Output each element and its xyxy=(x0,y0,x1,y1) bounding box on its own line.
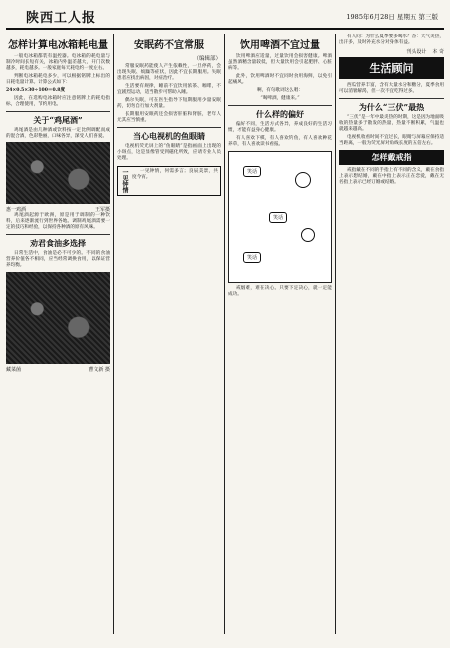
article-text: 戒指戴在不同的手指上有不同的含义，戴在食指上表示想结婚，戴在中指上表示正在恋爱，戴在无名指上表示已经订婚或结婚。 xyxy=(339,168,444,185)
headline-cocktail: 关于“鸡尾酒” xyxy=(33,115,83,125)
article-text: 鸡尾酒起源于欧洲，原是用于调制的一种饮料，后来逐渐流行到世界各地。调制鸡尾酒需要一定的技巧和经验，以保持各种酒的原有风味。 xyxy=(6,213,110,230)
column-rule xyxy=(335,34,336,634)
photo-caption-credit: 曹文新 摄 xyxy=(88,367,110,373)
column-rule xyxy=(224,34,225,634)
headline-beer: 饮用啤酒不宜过量 xyxy=(240,40,320,51)
design-credit-author: 本 奇 xyxy=(432,49,444,55)
article-text: 电视机收看时间不宜过长，眼睛与屏幕应保持适当距离，一般为荧光屏对角线长度的五倍左右。 xyxy=(339,135,444,146)
article-text: 生活要有规律，睡前不宜饮用浓茶、咖啡，不宜剧烈运动，适当散步可帮助入睡。 xyxy=(117,84,221,95)
article-text: 鸡尾酒是由几种酒或饮料按一定比例调配而成的混合酒，色彩艳丽，口味各异，深受人们喜爱。 xyxy=(6,128,110,139)
divider xyxy=(117,127,221,128)
article-text: 饮用啤酒应适量，过量饮用会损害健康。啤酒虽然酒精含量较低，但大量饮用会引起肥胖、心脏病等。 xyxy=(228,54,332,71)
photo-caption xyxy=(6,206,110,213)
column-2 xyxy=(117,34,221,634)
photo-caption-credit: 王军摄 xyxy=(94,207,110,213)
article-text: 此外，饮用啤酒时不宜同时食用海鲜，以免引起痛风。 xyxy=(228,74,332,85)
cartoon-figure xyxy=(295,172,311,188)
photo-caption-title: 藏菜菌 xyxy=(6,367,22,373)
design-credit-label: 刊头设计 xyxy=(406,49,427,55)
column-1 xyxy=(6,34,110,634)
headline-sleeping-pills: 安眠药不宜常服 xyxy=(134,40,204,51)
headline-fridge: 怎样计算电冰箱耗电量 xyxy=(8,40,108,51)
article-text: 西瓜营养丰富，含有大量水分和糖分，夏季食用可以消暑解渴，但一次不宜吃得过多。 xyxy=(339,83,444,94)
paper-name: 陕西工人报 xyxy=(26,11,97,26)
photo-caption-title: 惠一鸡酒 xyxy=(6,207,27,213)
article-text: 日常生活中，食油是必不可少的。不同的食油营养价值各不相同，应当经常调换食用，以保证营养均衡。 xyxy=(6,251,110,268)
divider xyxy=(6,111,110,112)
life-advisor-banner: 生活顾问 xyxy=(339,57,444,79)
headline-preference: 什么样的偏好 xyxy=(256,109,304,119)
article-text: 偏好不同，生活方式各异，养成良好的生活习惯，才能有益身心健康。 xyxy=(228,122,332,133)
verse-line: “喝啤酒，健康来。” xyxy=(260,96,300,101)
divider xyxy=(339,98,444,99)
article-text: 电视机荧光屏上的“鱼眼睛”是指画面上出现的小斑点，这是显像管受到磁化所致，应请专业人员处理。 xyxy=(117,144,221,161)
photo-caption xyxy=(6,366,110,373)
cartoon-illustration xyxy=(228,151,332,283)
masthead xyxy=(6,6,444,30)
column-3 xyxy=(228,34,332,634)
article-text: 因此，在选购电冰箱时应注意铭牌上的耗电指标，合理使用，节约用电。 xyxy=(6,96,110,107)
article-text: 戒烟难，难在决心。只要下定决心，就一定能成功。 xyxy=(228,286,332,297)
issue-line: 1985年6月28日 星期五 第三版 xyxy=(346,13,438,21)
cartoon-sign: 笑话 xyxy=(269,212,287,223)
mushroom-photo xyxy=(6,272,110,364)
cartoon-sign: 笑话 xyxy=(243,166,261,177)
article-text: 有人问：为什么夏季要多喝水？答：天气炎热，出汗多，及时补充水分对身体有益。 xyxy=(339,34,444,45)
poem-box xyxy=(117,166,221,196)
article-text: 长期服用安眠药还会损害肝脏和肾脏，老年人尤其应当慎重。 xyxy=(117,112,221,123)
headline-oil: 劝君食油多选择 xyxy=(30,238,86,248)
article-text: 一般电冰箱都装有温控器。电冰箱的耗电量与制冷时间长短有关，冰箱内外温差越大，开门次数越多，耗电越多。一般家庭每天耗电约一度左右。 xyxy=(6,54,110,71)
divider xyxy=(228,105,332,106)
verse-line: 啊，有句歌词这么唱： xyxy=(257,88,303,93)
article-text: “三伏”是一年中最炎热的时期，这是因为地面吸收的热量多于散发的热量，热量不断积累，气温也就越来越高。 xyxy=(339,115,444,132)
poem-box-text: 一见钟情，何需多言；良辰美景，共度今宵。 xyxy=(132,169,218,180)
cartoon-sign: 笑话 xyxy=(243,252,261,263)
column-4 xyxy=(339,34,444,634)
column-rule xyxy=(113,34,114,634)
headline-tv: 当心电视机的鱼眼睛 xyxy=(133,131,205,141)
masthead-credit xyxy=(339,48,444,55)
article-text: 有人喜欢下棋，有人喜欢钓鱼，有人喜欢种花养草，有人喜欢读书看报。 xyxy=(228,136,332,147)
formula: 24×0.5×30÷100＝0.8度 xyxy=(6,88,66,93)
ring-section-badge: 怎样戴戒指 xyxy=(339,150,444,165)
article-text: 偶尔失眠，可在医生指导下短期服用少量安眠药，切勿自行加大剂量。 xyxy=(117,98,221,109)
byline: （编辑部） xyxy=(193,56,221,62)
divider xyxy=(6,234,110,235)
headline-dog-days: 为什么“三伏”最热 xyxy=(358,102,425,112)
article-text: 判断电冰箱耗电多少，可以根据铭牌上标出的日耗电量计算。计算公式如下： xyxy=(6,74,110,85)
cocktail-photo xyxy=(6,142,110,204)
newspaper-page xyxy=(6,6,444,642)
cartoon-figure xyxy=(301,228,315,242)
article-text: 常服安眠药能使人产生依赖性，一旦停药，会出现失眠、烦躁等症状，因此不宜长期服用。失眠患者应找出病因，对症治疗。 xyxy=(117,64,221,81)
poem-box-title: 一见钟情 xyxy=(121,169,128,193)
